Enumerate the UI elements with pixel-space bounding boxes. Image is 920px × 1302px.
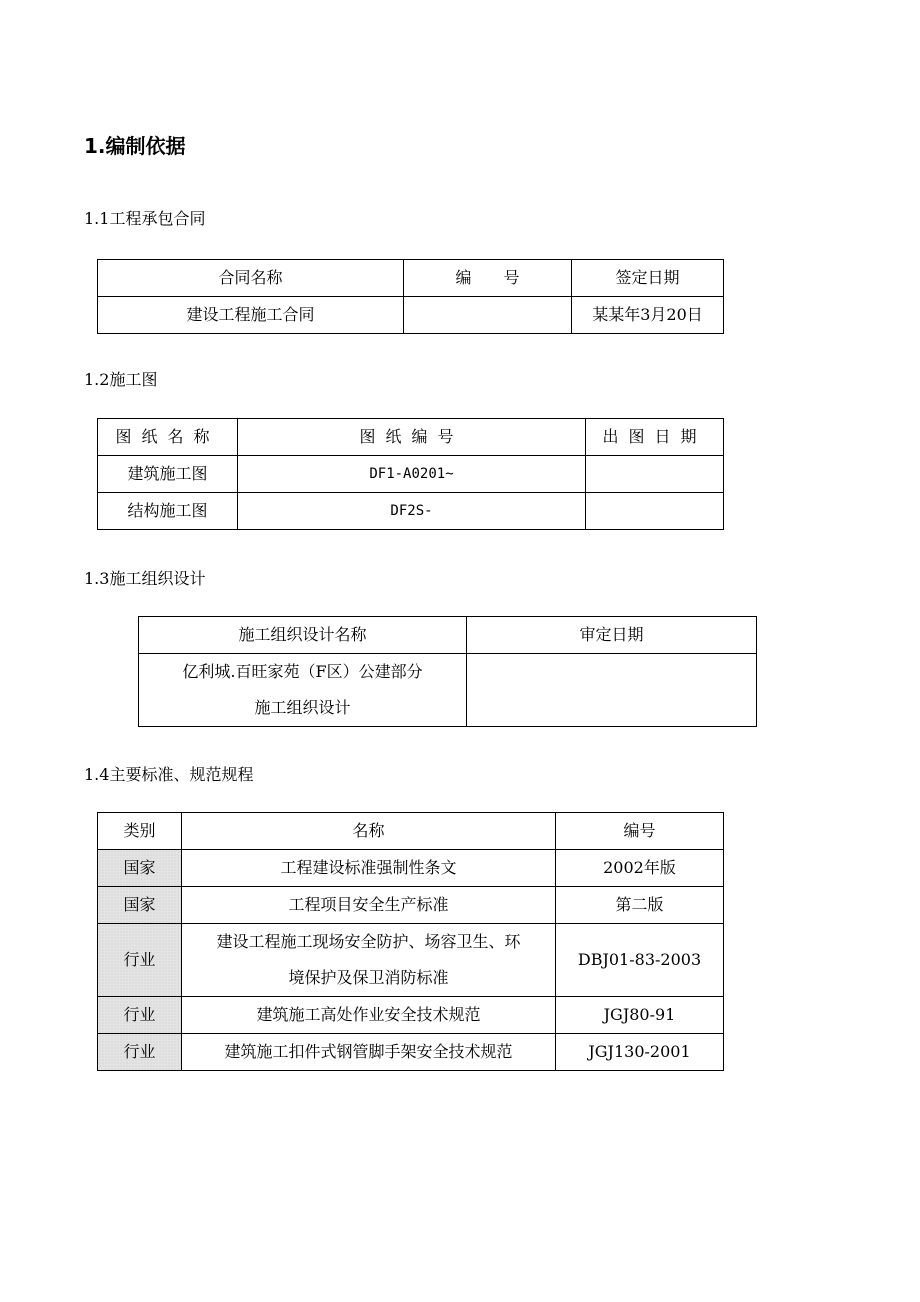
main-heading: 1.编制依据 [84,134,186,158]
construction-design-table [138,616,757,727]
table-cell: 建筑施工高处作业安全技术规范 [182,997,556,1034]
section-title-drawings: 1.2施工图 [84,370,158,389]
cell-line: 建设工程施工现场安全防护、场容卫生、环 [216,932,521,951]
header-cell: 编号 [556,813,724,850]
header-cell: 出图日期 [586,419,724,456]
cell-line: 亿利城.百旺家苑（F区）公建部分 [182,662,423,681]
category-cell: 行业 [98,924,182,997]
table-cell: JGJ130-2001 [556,1034,724,1071]
table-cell: 建筑施工扣件式钢管脚手架安全技术规范 [182,1034,556,1071]
table-cell: DF1-A0201~ [238,456,586,493]
header-cell: 图纸编号 [238,419,586,456]
table-cell [586,493,724,530]
table-cell [586,456,724,493]
table-header-row [98,419,724,456]
table-cell: 建筑施工图 [98,456,238,493]
category-cell: 国家 [98,887,182,924]
table-cell: 建设工程施工合同 [98,297,404,334]
cell-line: 境保护及保卫消防标准 [288,968,449,987]
table-header-row [98,813,724,850]
contract-table [97,259,724,334]
table-cell [182,924,556,997]
table-row [98,1034,724,1071]
table-row [98,997,724,1034]
header-cell: 施工组织设计名称 [139,617,467,654]
section-title-construction-design: 1.3施工组织设计 [84,569,206,588]
table-header-row [98,260,724,297]
header-cell: 名称 [182,813,556,850]
header-cell: 图纸名称 [98,419,238,456]
table-cell: DBJ01-83-2003 [556,924,724,997]
table-cell: 2002年版 [556,850,724,887]
table-row [98,850,724,887]
table-row [98,456,724,493]
section-title-contract: 1.1工程承包合同 [84,209,206,228]
table-cell: 某某年3月20日 [572,297,724,334]
table-cell: 工程建设标准强制性条文 [182,850,556,887]
table-cell: 结构施工图 [98,493,238,530]
header-cell: 编 号 [404,260,572,297]
header-cell: 类别 [98,813,182,850]
category-cell: 国家 [98,850,182,887]
cell-line: 施工组织设计 [254,698,351,717]
table-row [98,887,724,924]
table-row [139,654,757,727]
header-cell: 签定日期 [572,260,724,297]
category-cell: 行业 [98,997,182,1034]
header-cell: 合同名称 [98,260,404,297]
table-cell: 工程项目安全生产标准 [182,887,556,924]
table-row [98,924,724,997]
table-header-row [139,617,757,654]
table-cell: JGJ80-91 [556,997,724,1034]
table-cell [467,654,757,727]
category-cell: 行业 [98,1034,182,1071]
section-title-standards: 1.4主要标准、规范规程 [84,765,254,784]
header-cell: 审定日期 [467,617,757,654]
table-cell: DF2S- [238,493,586,530]
table-cell [139,654,467,727]
table-cell [404,297,572,334]
table-row [98,297,724,334]
standards-table [97,812,724,1071]
table-cell: 第二版 [556,887,724,924]
table-row [98,493,724,530]
drawings-table [97,418,724,530]
